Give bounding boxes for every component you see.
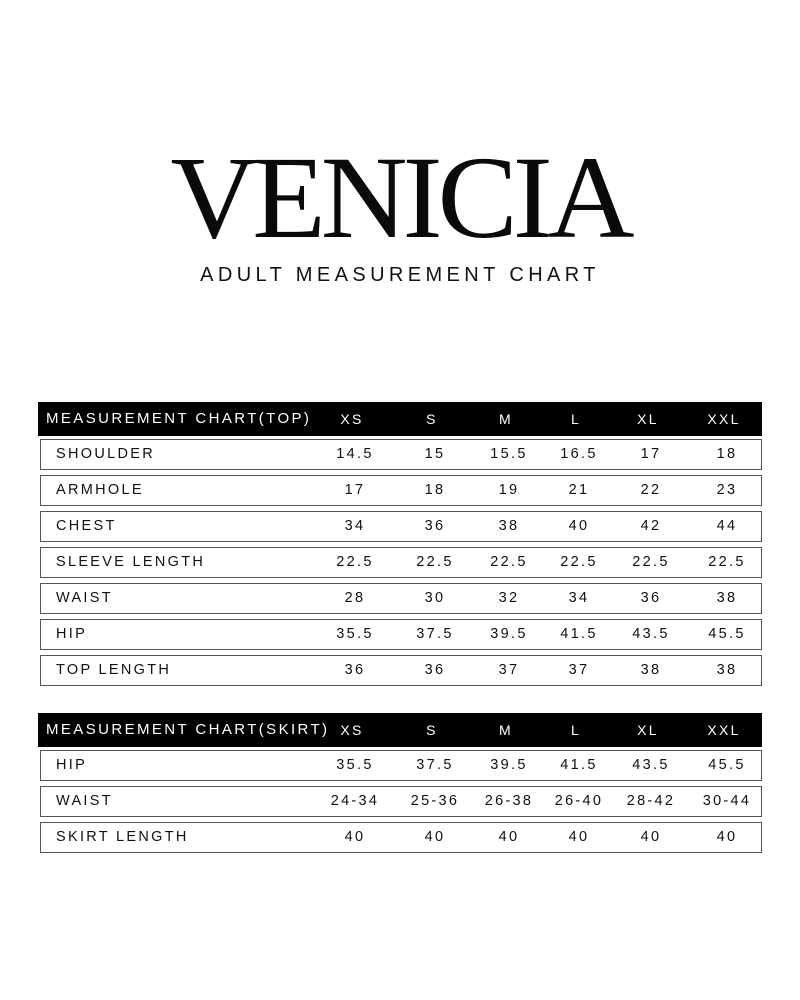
table-cell: 16.5 — [560, 446, 598, 462]
size-header: L — [570, 411, 582, 427]
table-row — [40, 547, 762, 578]
table-row — [40, 655, 762, 686]
table-cell: 40 — [424, 829, 446, 845]
brand-logo: VENICIA — [170, 132, 630, 263]
table-cell: 15.5 — [490, 446, 528, 462]
size-header: XS — [340, 722, 364, 738]
table-cell: 22.5 — [708, 554, 746, 570]
table-cell: 38 — [716, 662, 738, 678]
row-label: WAIST — [56, 590, 113, 606]
size-header: L — [570, 722, 582, 738]
table-cell: 40 — [568, 829, 590, 845]
table-row — [40, 583, 762, 614]
table-cell: 30 — [424, 590, 446, 606]
table-cell: 22.5 — [336, 554, 374, 570]
table-cell: 37 — [498, 662, 520, 678]
table-row — [40, 786, 762, 817]
size-header: XXL — [707, 411, 741, 427]
table-cell: 22.5 — [416, 554, 454, 570]
table-row — [40, 822, 762, 853]
table-title: MEASUREMENT CHART(SKIRT) — [46, 721, 330, 738]
table-cell: 17 — [640, 446, 662, 462]
table-cell: 22.5 — [632, 554, 670, 570]
table-cell: 18 — [424, 482, 446, 498]
table-title: MEASUREMENT CHART(TOP) — [46, 410, 312, 427]
table-cell: 40 — [498, 829, 520, 845]
table-cell: 35.5 — [336, 626, 374, 642]
table-cell: 37.5 — [416, 757, 454, 773]
size-header: S — [426, 411, 438, 427]
row-label: SKIRT LENGTH — [56, 829, 189, 845]
row-label: SHOULDER — [56, 446, 155, 462]
table-cell: 37 — [568, 662, 590, 678]
top-measurement-table — [38, 402, 762, 691]
table-cell: 14.5 — [336, 446, 374, 462]
row-label: WAIST — [56, 793, 113, 809]
size-header: XXL — [707, 722, 741, 738]
table-header — [38, 402, 762, 436]
table-row — [40, 475, 762, 506]
table-cell: 39.5 — [490, 626, 528, 642]
table-cell: 17 — [344, 482, 366, 498]
skirt-measurement-table — [38, 713, 762, 858]
table-cell: 22.5 — [560, 554, 598, 570]
table-cell: 42 — [640, 518, 662, 534]
table-cell: 45.5 — [708, 626, 746, 642]
table-cell: 40 — [568, 518, 590, 534]
table-cell: 43.5 — [632, 626, 670, 642]
table-cell: 32 — [498, 590, 520, 606]
size-header: M — [499, 722, 513, 738]
table-cell: 36 — [424, 662, 446, 678]
size-header: XL — [637, 722, 659, 738]
table-cell: 15 — [424, 446, 446, 462]
table-cell: 38 — [716, 590, 738, 606]
table-cell: 28 — [344, 590, 366, 606]
row-label: CHEST — [56, 518, 117, 534]
table-cell: 22.5 — [490, 554, 528, 570]
table-cell: 38 — [640, 662, 662, 678]
table-cell: 26-40 — [554, 793, 604, 809]
table-cell: 37.5 — [416, 626, 454, 642]
row-label: TOP LENGTH — [56, 662, 172, 678]
table-header — [38, 713, 762, 747]
table-cell: 36 — [344, 662, 366, 678]
table-row — [40, 439, 762, 470]
page-subtitle: ADULT MEASUREMENT CHART — [200, 264, 600, 286]
table-cell: 30-44 — [702, 793, 752, 809]
size-header: S — [426, 722, 438, 738]
table-cell: 44 — [716, 518, 738, 534]
table-cell: 41.5 — [560, 757, 598, 773]
table-row — [40, 619, 762, 650]
row-label: HIP — [56, 757, 88, 773]
table-cell: 24-34 — [330, 793, 380, 809]
table-cell: 40 — [716, 829, 738, 845]
table-cell: 45.5 — [708, 757, 746, 773]
table-cell: 21 — [568, 482, 590, 498]
table-cell: 39.5 — [490, 757, 528, 773]
table-cell: 36 — [640, 590, 662, 606]
table-cell: 19 — [498, 482, 520, 498]
size-header: XS — [340, 411, 364, 427]
table-cell: 22 — [640, 482, 662, 498]
table-cell: 34 — [568, 590, 590, 606]
table-cell: 38 — [498, 518, 520, 534]
table-cell: 40 — [344, 829, 366, 845]
table-row — [40, 511, 762, 542]
table-cell: 35.5 — [336, 757, 374, 773]
size-header: XL — [637, 411, 659, 427]
table-row — [40, 750, 762, 781]
table-cell: 25-36 — [410, 793, 460, 809]
table-cell: 28-42 — [626, 793, 676, 809]
size-header: M — [499, 411, 513, 427]
table-cell: 34 — [344, 518, 366, 534]
table-cell: 41.5 — [560, 626, 598, 642]
table-cell: 23 — [716, 482, 738, 498]
row-label: HIP — [56, 626, 88, 642]
row-label: ARMHOLE — [56, 482, 144, 498]
table-cell: 18 — [716, 446, 738, 462]
table-cell: 36 — [424, 518, 446, 534]
table-cell: 26-38 — [484, 793, 534, 809]
row-label: SLEEVE LENGTH — [56, 554, 206, 570]
table-cell: 40 — [640, 829, 662, 845]
table-cell: 43.5 — [632, 757, 670, 773]
